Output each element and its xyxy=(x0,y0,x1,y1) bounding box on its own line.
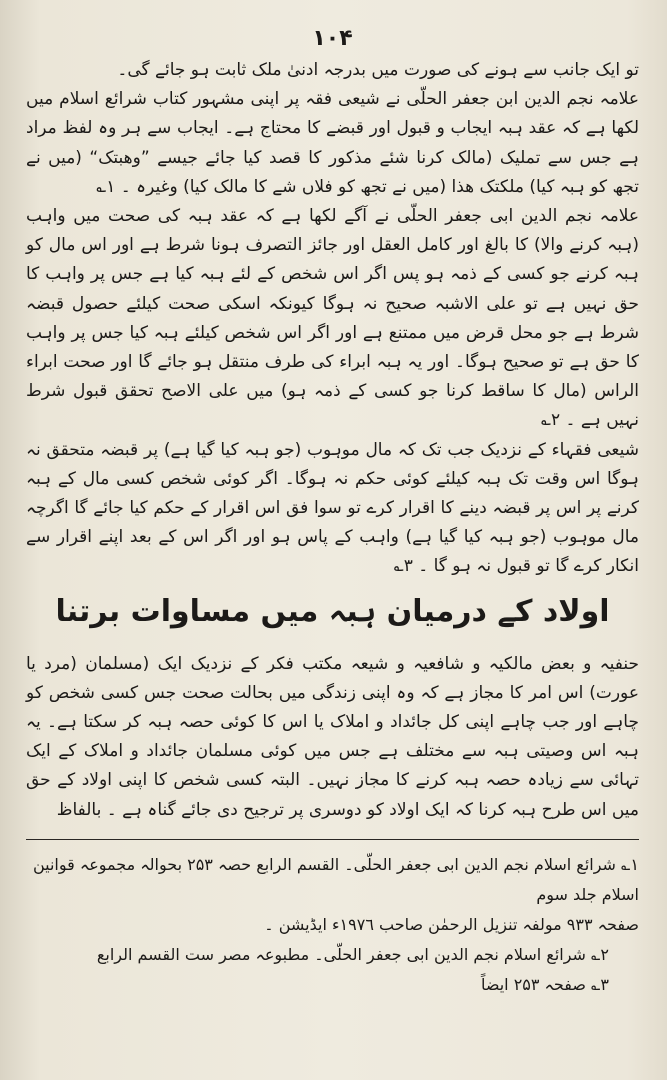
body-text xyxy=(26,56,639,582)
footnote-divider xyxy=(26,839,639,840)
paragraph-1: تو ایک جانب سے ہونے کی صورت میں بدرجہ ادنیٰ ملک ثابت ہو جائے گی۔ xyxy=(117,60,639,80)
paragraph-4: شیعی فقہاء کے نزدیک جب تک کہ مال موہوب (جو ہبہ کیا گیا ہے) پر قبضہ متحقق نہ ہوگا اس وقت تک ہبہ کیلئے کوئی حکم نہ ہوگا۔ اگر کوئی شخص کسی مال کے ہبہ کرنے پر اس پر قبضہ دینے کا اقرار کرے تو سوا فق اس اقرار کے حکم کیا جائے گا اگرچہ مال موہوب (جو ہبہ کیا گیا ہے) واہب کے پاس ہو اور اگر اس کے بعد اپنے اقرار سے انکار کرے گا تو قبول نہ ہو گا ۔ ٣؎ xyxy=(26,439,639,577)
footnotes xyxy=(26,850,639,1000)
footnote-2: ٢؎ شرائع اسلام نجم الدین ابی جعفر الحلّی۔ مطبوعہ مصر ست القسم الرابع xyxy=(96,944,609,964)
paragraph-2: علامہ نجم الدین ابن جعفر الحلّی نے شیعی فقہ پر اپنی مشہور کتاب شرائع اسلام میں لکھا ہے کہ عقد ہبہ ایجاب و قبول اور قبضے کا محتاج ہے۔ ایجاب سے ہر وہ لفظ مراد ہے جس سے تملیک (مالک کرنا شئے مذکور کا قصد کیا جائے جیسے ”وھبتک“ (میں نے تجھ کو ہبہ کیا) ملکتک ھذا (میں نے تجھ کو فلاں شے کا مالک کیا) وغیرہ ۔ ١؎ xyxy=(26,89,639,197)
page-number: ١٠۴ xyxy=(312,26,353,51)
footnote-1-continued: صفحہ ٩٣٣ مولفہ تنزیل الرحمٰن صاحب ١٩٧٦ء ایڈیشن ۔ xyxy=(264,914,639,934)
paragraph-3: علامہ نجم الدین ابی جعفر الحلّی نے آگے لکھا ہے کہ عقد ہبہ کی صحت میں واہب (ہبہ کرنے والا) کا بالغ اور کامل العقل اور جائز التصرف ہونا شرط ہے اور اس مال کو ہبہ کرنے جو کسی کے ذمہ ہو پس اگر اس شخص کے لئے ہبہ کیا ہے جس پر واہب کا حق نہیں ہے تو علی الاشبہ صحیح نہ ہوگا کیونکہ اسکی صحت کیلئے حصول قبضہ شرط ہے جو محل قرض میں ممتنع ہے اور اگر اس شخص کیلئے ہبہ کیا جس پر واہب کا حق ہے تو صحیح ہوگا۔ اور یہ ہبہ ابراء کی طرف منتقل ہو جائے گا اور صحت ابراء الراس (مال کا ساقط کرنا جو کسی کے ذمہ ہو) میں علی الاصح تحقق قبول شرط نہیں ہے ۔ ٢؎ xyxy=(26,206,639,431)
paragraph-5: حنفیہ و بعض مالکیہ و شافعیہ و شیعہ مکتب فکر کے نزدیک ایک (مسلمان (مرد یا عورت) اس امر کا مجاز ہے کہ وہ اپنی زندگی میں بحالت صحت جس کسی شخص کو چاہے اور جب چاہے اپنی کل جائداد و املاک یا اس کا کوئی حصہ ہبہ کر سکتا ہے۔ یہ ہبہ اس وصیتی ہبہ سے مختلف ہے جس میں کوئی مسلمان جائداد و املاک کے ایک تہائی سے زیادہ حصہ ہبہ کرنے کا مجاز نہیں۔ البتہ کسی شخص کا اپنی اولاد کے حق میں اس طرح ہبہ کرنا کہ ایک اولاد کو دوسری پر ترجیح دی جائے گناہ ہے ۔ بالفاظ xyxy=(26,653,639,820)
footnote-3: ٣؎ صفحہ ٢۵٣ ایضاً xyxy=(480,974,609,994)
footnote-1: ١؎ شرائع اسلام نجم الدین ابی جعفر الحلّی۔ القسم الرابع حصہ ٢۵٣ بحوالہ مجموعہ قوانین اسلام جلد سوم xyxy=(32,854,639,904)
section-body xyxy=(26,650,639,825)
section-heading: اولاد کے درمیان ہبہ میں مساوات برتنا xyxy=(55,593,610,629)
